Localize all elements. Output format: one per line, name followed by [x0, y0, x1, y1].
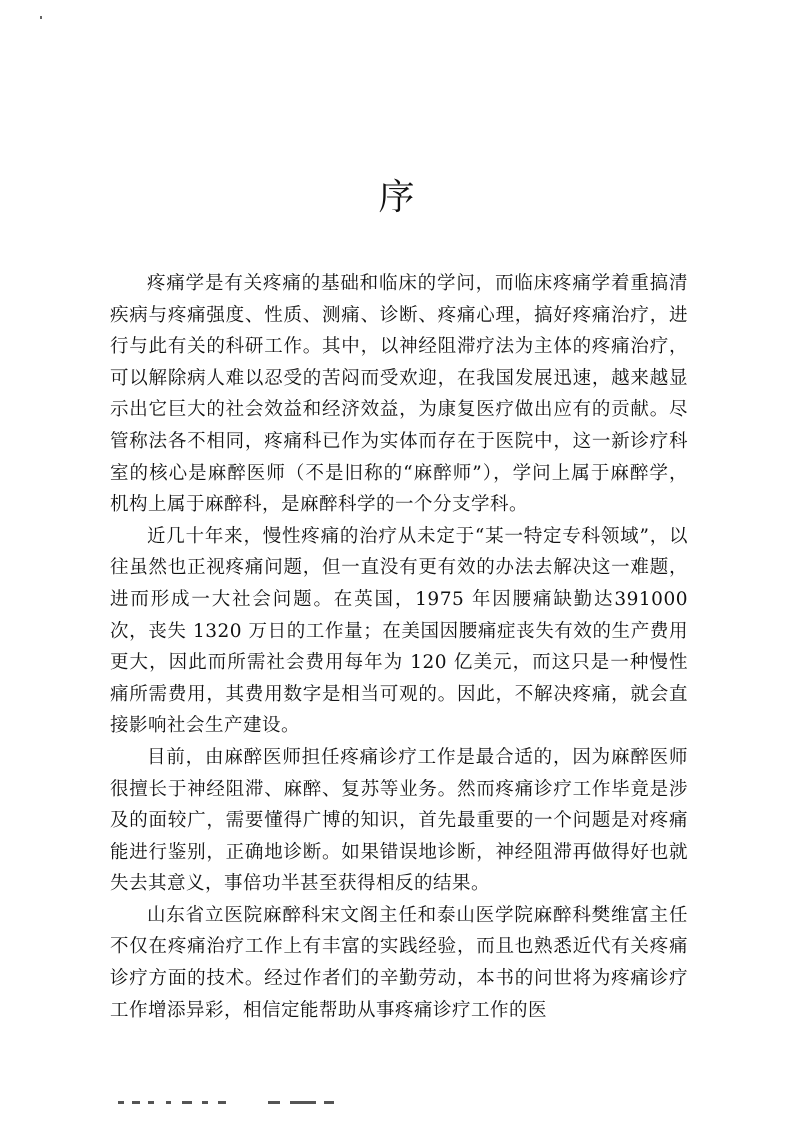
paragraph-4: 山东省立医院麻醉科宋文阁主任和泰山医学院麻醉科樊维富主任不仅在疼痛治疗工作上有丰富的实践经验，而且也熟悉近代有关疼痛诊疗方面的技术。经过作者们的辛勤劳动，本书的问世将为疼痛诊疗工作增添异彩，相信定能帮助从事疼痛诊疗工作的医 — [110, 904, 688, 1021]
scan-footer-artifact — [118, 1097, 368, 1107]
paragraph-1: 疼痛学是有关疼痛的基础和临床的学问，而临床疼痛学着重搞清疾病与疼痛强度、性质、测痛、诊断、疼痛心理，搞好疼痛治疗，进行与此有关的科研工作。其中，以神经阻滞疗法为主体的疼痛治疗，可以解除病人难以忍受的苦闷而受欢迎，在我国发展迅速，越来越显示出它巨大的社会效益和经济效益，为康复医疗做出应有的贡献。尽管称法各不相同，疼痛科已作为实体而存在于医院中，这一新诊疗科室的核心是麻醉医师（不是旧称的“麻醉师”），学问上属于麻醉学，机构上属于麻醉科，是麻醉科学的一个分支学科。 — [110, 273, 688, 516]
page-title: 序 — [378, 177, 415, 218]
scan-speck — [40, 16, 42, 19]
preface-body — [110, 268, 688, 1026]
paragraph-3: 目前，由麻醉医师担任疼痛诊疗工作是最合适的，因为麻醉医师很擅长于神经阻滞、麻醉、复苏等业务。然而疼痛诊疗工作毕竟是涉及的面较广，需要懂得广博的知识，首先最重要的一个问题是对疼痛能进行鉴别，正确地诊断。如果错误地诊断，神经阻滞再做得好也就失去其意义，事倍功半甚至获得相反的结果。 — [110, 746, 688, 895]
paragraph-2: 近几十年来，慢性疼痛的治疗从未定于“某一特定专科领域”，以往虽然也正视疼痛问题，但一直没有更有效的办法去解决这一难题，进而形成一大社会问题。在英国，1975 年因腰痛缺勤达391000 次，丧失 1320 万日的工作量；在美国因腰痛症丧失有效的生产费用更大，因此而所需社会费用每年为 120 亿美元，而这只是一种慢性痛所需费用，其费用数字是相当可观的。因此，不解决疼痛，就会直接影响社会生产建设。 — [110, 525, 688, 737]
